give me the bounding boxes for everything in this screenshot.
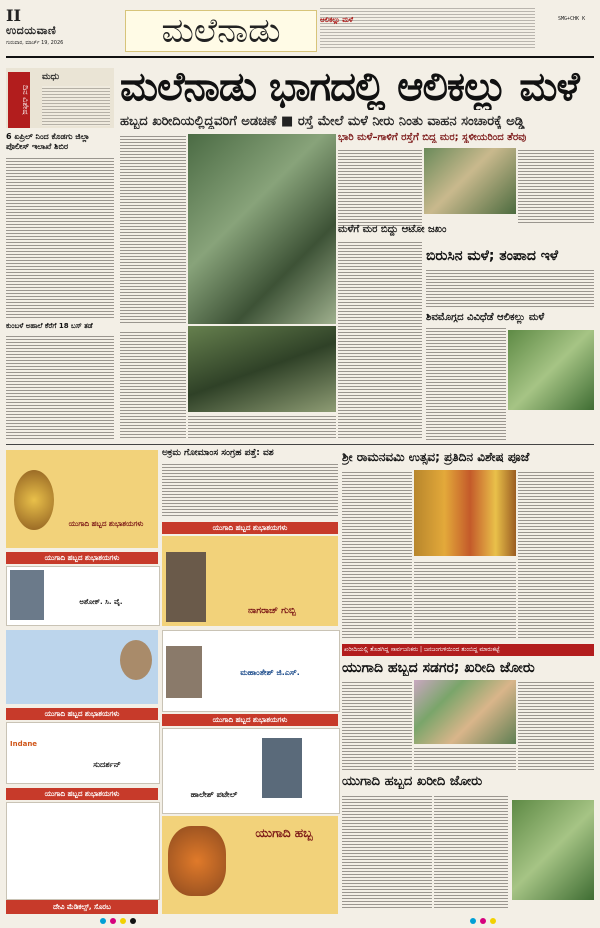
lead-text-col3 [120,330,186,440]
ad-8-name: ಹಾಲೇಶ್ ಪಟೇಲ್ [190,790,238,799]
section-title: ಮಲೆನಾಡು [125,10,317,52]
ad-9-title: ಯುಗಾದಿ ಹಬ್ಬ [255,826,313,840]
shimoga-headline: ಶಿವಮೊಗ್ಗದ ವಿವಿಧೆಡೆ ಆಲಿಕಲ್ಲು ಮಳೆ [426,312,545,323]
tree-headline: ಮಳೆಗೆ ಮರ ಬಿದ್ದು ಆಟೋ ಜಖಂ [338,224,447,235]
ad-2-greeting: ಯುಗಾದಿ ಹಬ್ಬದ ಶುಭಾಶಯಗಳು [44,554,120,562]
yellow-reg-mark-2 [490,918,496,924]
ad-box-5 [6,802,160,900]
rain-headline: ಭಾರಿ ಮಳೆ–ಗಾಳಿಗೆ ರಸ್ತೆಗೆ ಬಿದ್ದ ಮರ; ಸ್ಥಳೀಯರಿಂದ ತೆರವು [338,132,527,143]
yellow-reg-mark [120,918,126,924]
black-reg-mark [130,918,136,924]
hailstones-photo [508,330,594,410]
ad-5-greeting: ಯುಗಾದಿ ಹಬ್ಬದ ಶುಭಾಶಯಗಳು [44,790,120,798]
shimoga-text [426,326,506,440]
page-number: II [6,6,21,25]
ad-6-greeting: ಯುಗಾದಿ ಹಬ್ಬದ ಶುಭಾಶಯಗಳು [212,524,288,532]
ugadi-buy-headline: ಯುಗಾದಿ ಹಬ್ಬದ ಖರೀದಿ ಜೋರು [342,774,483,789]
ad-4-greeting: ಯುಗಾದಿ ಹಬ್ಬದ ಶುಭಾಶಯಗಳು [44,710,120,718]
ad-6-name: ನಾಗರಾಜ್ ಗುಬ್ಬಿ [248,606,296,616]
tree-fall-photo [424,148,516,214]
print-code: SMG+CHK K [558,16,586,22]
temple-photo [414,470,516,556]
kalash-icon [14,470,54,530]
ugadi-buy-text-col2 [434,794,508,910]
ad-2-name: ಅಶೋಕ್. ಸಿ. ವೈ. [79,598,123,606]
lead-headline: ಮಲೆನಾಡು ಭಾಗದಲ್ಲಿ ಆಲಿಕಲ್ಲು ಮಳೆ [120,64,579,110]
person-photo-4 [166,646,202,698]
ad-7-name: ಮಹಾಂತೇಶ್ ಜಿ.ಎಸ್. [240,668,300,677]
vegetables-photo [512,800,594,900]
rain-text-col2 [518,148,594,224]
masthead-rule [6,56,594,58]
ad-box-4 [6,722,160,784]
ramanavami-text-col3 [518,470,594,640]
cyan-reg-mark [100,918,106,924]
left-story-text [6,156,114,320]
ad-8-greeting: ಯುಗಾದಿ ಹಬ್ಬದ ಶುಭಾಶಯಗಳು [212,716,288,724]
left-story-headline: 6 ಏಪ್ರಿಲ್ ನಿಂದ ಕೊಡಗು ಜಿಲ್ಲಾ ಪೊಲೀಸ್ ಇಲಾಖೆ ಶಿಬಿರ [6,132,90,151]
magenta-reg-mark [110,918,116,924]
ugadi-text-col1 [342,680,412,770]
rain-text-col1 [338,148,422,228]
lead-subhead: ಹಬ್ಬದ ಖರೀದಿಯಲ್ಲಿದ್ದವರಿಗೆ ಅಡಚಣೆ ■ ರಸ್ತೆ ಮೇಲೆ ಮಳೆ ನೀರು ನಿಂತು ವಾಹನ ಸಂಚಾರಕ್ಕೆ ಅಡ್ಡಿ [120,114,525,129]
person-photo-5 [262,738,302,798]
storm-photo [188,326,336,412]
sidebar-text [42,86,110,126]
date-line: ಗುರುವಾರ, ಮಾರ್ಚ್ 19, 2026 [6,40,64,46]
ugadi-buy-text-col1 [342,794,432,910]
sidebar-badge: ದಿನ ವಿಶೇಷ [8,72,30,128]
sidebar-title: ಮಧು [42,72,60,82]
paper-name: ಉದಯವಾಣಿ [6,24,57,37]
top-brief-label: ಆಲಿಕಲ್ಲು ಮಳೆ [320,16,353,24]
ramanavami-headline: ಶ್ರೀ ರಾಮನವಮಿ ಉತ್ಸವ; ಪ್ರತಿದಿನ ವಿಶೇಷ ಪೂಜೆ [342,450,530,464]
hail-photo [188,134,336,324]
ugadi-text-col3 [518,680,594,770]
indane-logo: Indane [10,740,38,748]
sira-text [162,462,338,518]
ad-4-name: ಸುದರ್ಶನ್ [93,760,121,769]
left-story2-headline: ಕುಂಬಳೆ ಅಹಾಲೆ ಕೆರೆಗೆ 18 ಬಸ್ ತಡೆ [6,322,93,330]
photo-caption [188,414,336,440]
lead-text-col1 [120,134,186,324]
heat-text [426,268,594,308]
fruit-basket-icon [168,826,226,896]
tree-text [338,240,422,440]
magenta-reg-mark-2 [480,918,486,924]
market-photo [414,680,516,744]
top-brief-text [320,6,535,50]
person-photo-1 [10,570,44,620]
left-story2-text [6,334,114,440]
ad-1-greeting: ಯುಗಾದಿ ಹಬ್ಬದ ಶುಭಾಶಯಗಳು [68,520,144,528]
cyan-reg-mark-2 [470,918,476,924]
heat-headline: ಬಿರುಸಿನ ಮಳೆ; ತಂಪಾದ ಇಳೆ [426,248,559,264]
person-photo-2 [166,552,206,622]
sira-headline: ಅಕ್ರಮ ಗೋಮಾಂಸ ಸಂಗ್ರಹ ಪತ್ತೆ: ವಶ [162,448,274,458]
ramanavami-text-col1 [342,470,412,640]
ugadi-market-headline: ಯುಗಾದಿ ಹಬ್ಬದ ಸಡಗರ; ಖರೀದಿ ಜೋರು [342,660,535,676]
section-divider [6,444,594,445]
person-photo-3 [120,640,152,680]
ad-5-footer: ದೇವಿ ಮೆಡಿಕಲ್ಸ್, ಸೊರಬ [53,903,111,911]
ad-box-8 [162,728,340,814]
ugadi-kicker: ಖರೀದಿಯಲ್ಲಿ ತೊಡಗಿದ್ದ ಸಾರ್ವಜನಿಕರು | ಜನಜಂಗುಳಿಯಿಂದ ತುಂಬಿದ್ದ ಮಾರುಕಟ್ಟೆ [344,646,500,653]
ramanavami-text-col2 [414,560,516,640]
market-caption [414,746,516,770]
